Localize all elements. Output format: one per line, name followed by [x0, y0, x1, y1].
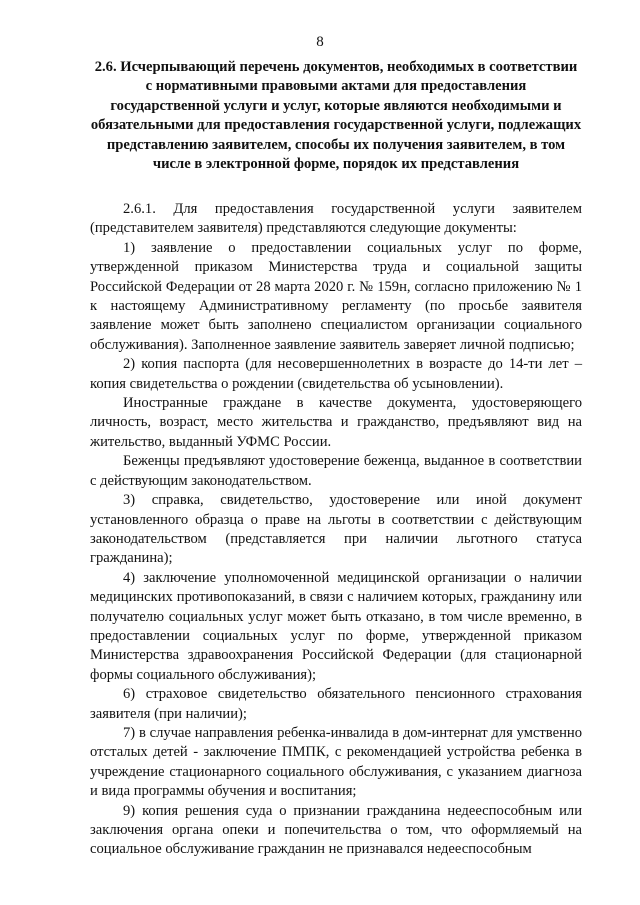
paragraph-2-6-1: 2.6.1. Для предоставления государственной услуги заявителем (представителем заявителя) представляются следующие документы:: [90, 201, 582, 237]
document-body: [90, 200, 582, 860]
paragraph-item-4: 4) заключение уполномоченной медицинской организации о наличии медицинских противопоказаний, в связи с наличием которых, гражданину или получателю социальных услуг может быть отказано, в том числе временно, в предоставлении социальных услуг по форме, утвержденной приказом Министерства здравоохранения Российской Федерации (для стационарной формы социального обслуживания);: [90, 569, 582, 683]
paragraph-item-7: 7) в случае направления ребенка-инвалида в дом-интернат для умственно отсталых детей - заключение ПМПК, с рекомендацией устройства ребенка в учреждение стационарного социального обслуживания, с указанием диагноза и вида программы обучения и воспитания;: [90, 724, 582, 800]
paragraph-item-1: 1) заявление о предоставлении социальных услуг по форме, утвержденной приказом Министерства труда и социальной защиты Российской Федерации от 28 марта 2020 г. № 159н, согласно приложению № 1 к настоящему Административному регламенту (по просьбе заявителя заявление может быть заполнено специалистом организации социального обслуживания). Заполненное заявление заявитель заверяет личной подписью;: [90, 239, 582, 353]
paragraph-item-9: 9) копия решения суда о признании гражданина недееспособным или заключения органа опеки и попечительства о том, что оформляемый на социальное обслуживание гражданин не признавался недееспособным: [90, 802, 582, 858]
section-heading: 2.6. Исчерпывающий перечень документов, необходимых в соответствии с нормативными правовыми актами для предоставления государственной услуги и услуг, которые являются необходимыми и обязательными для предоставления государственной услуги, подлежащих представлению заявителем, способы их получения заявителем, в том числе в электронной форме, порядок их представления: [90, 59, 582, 173]
paragraph-item-2: 2) копия паспорта (для несовершеннолетних в возрасте до 14-ти лет – копия свидетельства о рождении (свидетельства об усыновлении).: [90, 356, 582, 392]
paragraph-item-6: 6) страховое свидетельство обязательного пенсионного страхования заявителя (при наличии);: [90, 686, 582, 722]
paragraph-refugees: Беженцы предъявляют удостоверение беженца, выданное в соответствии с действующим законодательством.: [90, 453, 582, 489]
page-number: 8: [316, 34, 324, 50]
paragraph-foreign-citizens: Иностранные граждане в качестве документа, удостоверяющего личность, возраст, место жительства и гражданство, предъявляют вид на жительство, выданный УФМС России.: [90, 395, 582, 450]
paragraph-item-3: 3) справка, свидетельство, удостоверение или иной документ установленного образца о праве на льготы в соответствии с действующим законодательством (представляется при наличии льготного статуса гражданина);: [90, 492, 582, 567]
